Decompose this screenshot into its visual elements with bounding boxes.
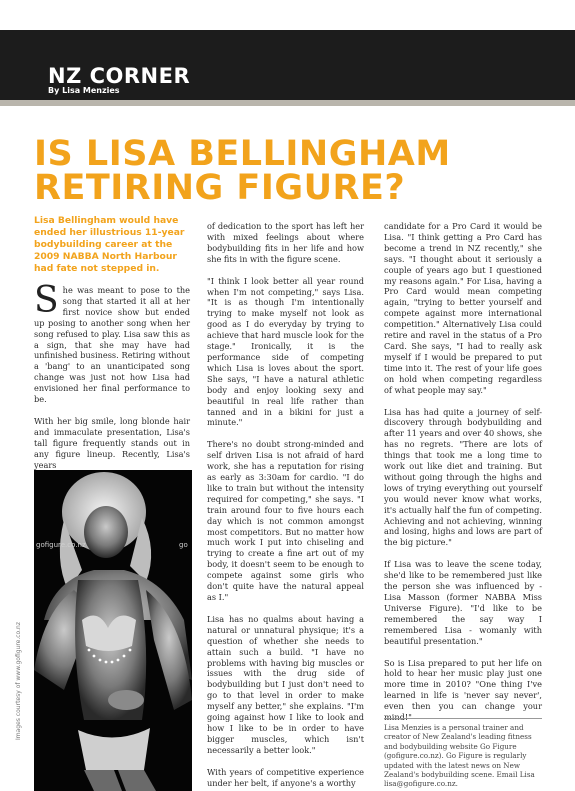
section-title: NZ CORNER [48, 64, 191, 88]
paragraph: With her big smile, long blonde hair and immaculate presentation, Lisa's tall figure frequently stands out in any figure lineup. Recently, Lisa's years [34, 415, 190, 470]
drop-cap: S [34, 280, 59, 321]
paragraph: If Lisa was to leave the scene today, she'd like to be remembered just like the person she was influenced by - Lisa Masson (former NABBA Miss Universe Figure). "I'd like to be remembered the say way I remembered Lisa - womanly with beautiful presentation." [384, 559, 542, 646]
byline: By Lisa Menzies [48, 86, 120, 95]
paragraph: There's no doubt strong-minded and self driven Lisa is not afraid of hard work, she has a reputation for rising as early as 3:30am for cardio. "I do like to train but without the intensity required for competing," she says. "I train around four to five hours each day which is not common amongst most competitors. But no matter how much work I put into chiseling and trying to create a fine art out of my body, it doesn't seem to be enough to compete against some girls who don't quite have the natural appeal as I." [207, 439, 364, 602]
athlete-figure-graphic [34, 470, 192, 791]
athlete-photo [34, 470, 192, 791]
author-bio: Lisa Menzies is a personal trainer and creator of New Zealand's leading fitness and bodybuilding website Go Figure (gofigure.co.nz). Go Figure is regularly updated with the latest news on New Zealand's bodybuilding scene. Email Lisa lisa@gofigure.co.nz. [384, 723, 535, 789]
bio-divider [384, 718, 542, 719]
paragraph: Lisa has had quite a journey of self-discovery through bodybuilding and after 11 years and over 40 shows, she has no regrets. "There are lots of things that took me a long time to work out like diet and training. But without going through the highs and lows of trying everything out yourself you would never know what works, it's actually half the fun of competing. Achieving and not achieving, winning and losing, highs and lows are part of the big picture." [384, 406, 542, 548]
paragraph-text: he was meant to pose to the song that started it all at her first novice show but ended up posing to another song when her song refused to play. Lisa saw this as a sign, that she may have had unfinished business. Retiring without a 'bang' to an unanticipated song change was just not how Lisa had envisioned her final performance to be. [34, 285, 190, 405]
paragraph: Lisa has no qualms about having a natural or unnatural physique; it's a question of whether she needs to attain such a build. "I have no problems with having big muscles or issues with the drug side of bodybuilding but I just don't need to go to that level in order to make myself any better," she explains. "I'm going against how I like to look and how I like to be in order to have bigger muscles, which isn't necessarily a better look." [207, 613, 364, 755]
photo-credit: Images courtesy of www.gofigure.co.nz [15, 622, 22, 740]
photo-watermark: gofigure.co.nz [36, 541, 86, 549]
paragraph: of dedication to the sport has left her with mixed feelings about where bodybuilding fits in her life and how she fits in with the figure scene. [207, 221, 364, 264]
paragraph: With years of competitive experience under her belt, if anyone's a worthy [207, 766, 364, 788]
paragraph: "I think I look better all year round when I'm not competing," says Lisa. "It is as though I'm intentionally trying to make myself not look as good as I do everyday by trying to achieve that hard muscle look for the stage." Ironically, it is the performance side of competing which Lisa is loves about the sport. She says, "I have a natural athletic body and enjoy looking sexy and beautiful in real life rather than tanned and in a bikini for just a minute." [207, 275, 364, 428]
column-1 [34, 215, 190, 482]
paragraph: So is Lisa prepared to put her life on hold to hear her music play just one more time in 2010? "One thing I've learned in life is 'never say never', even then you can change your [384, 657, 542, 712]
article-lede: Lisa Bellingham would have ended her illustrious 11-year bodybuilding career at the 2009 NABBA North Harbour had fate not stepped in. [34, 215, 185, 274]
photo-watermark-partial: go [179, 541, 188, 549]
column-3 [384, 221, 542, 734]
column-2 [207, 221, 364, 791]
paragraph: candidate for a Pro Card it would be Lisa. "I think getting a Pro Card has become a trend in NZ recently," she says. "I thought about it seriously a couple of years ago but I questioned my reasons again." For Lisa, having a Pro Card would mean competing again, "trying to better yourself and compete against more international competition." Alternatively Lisa could retire and ravel in the status of a Pro Card. She says, "I had to really ask myself if I would be prepared to put time into it. The rest of your life goes on hold when competing regardless of what people may say." [384, 221, 542, 395]
paragraph [34, 280, 190, 405]
article-headline: IS LISA BELLINGHAM RETIRING FIGURE? [34, 134, 451, 208]
